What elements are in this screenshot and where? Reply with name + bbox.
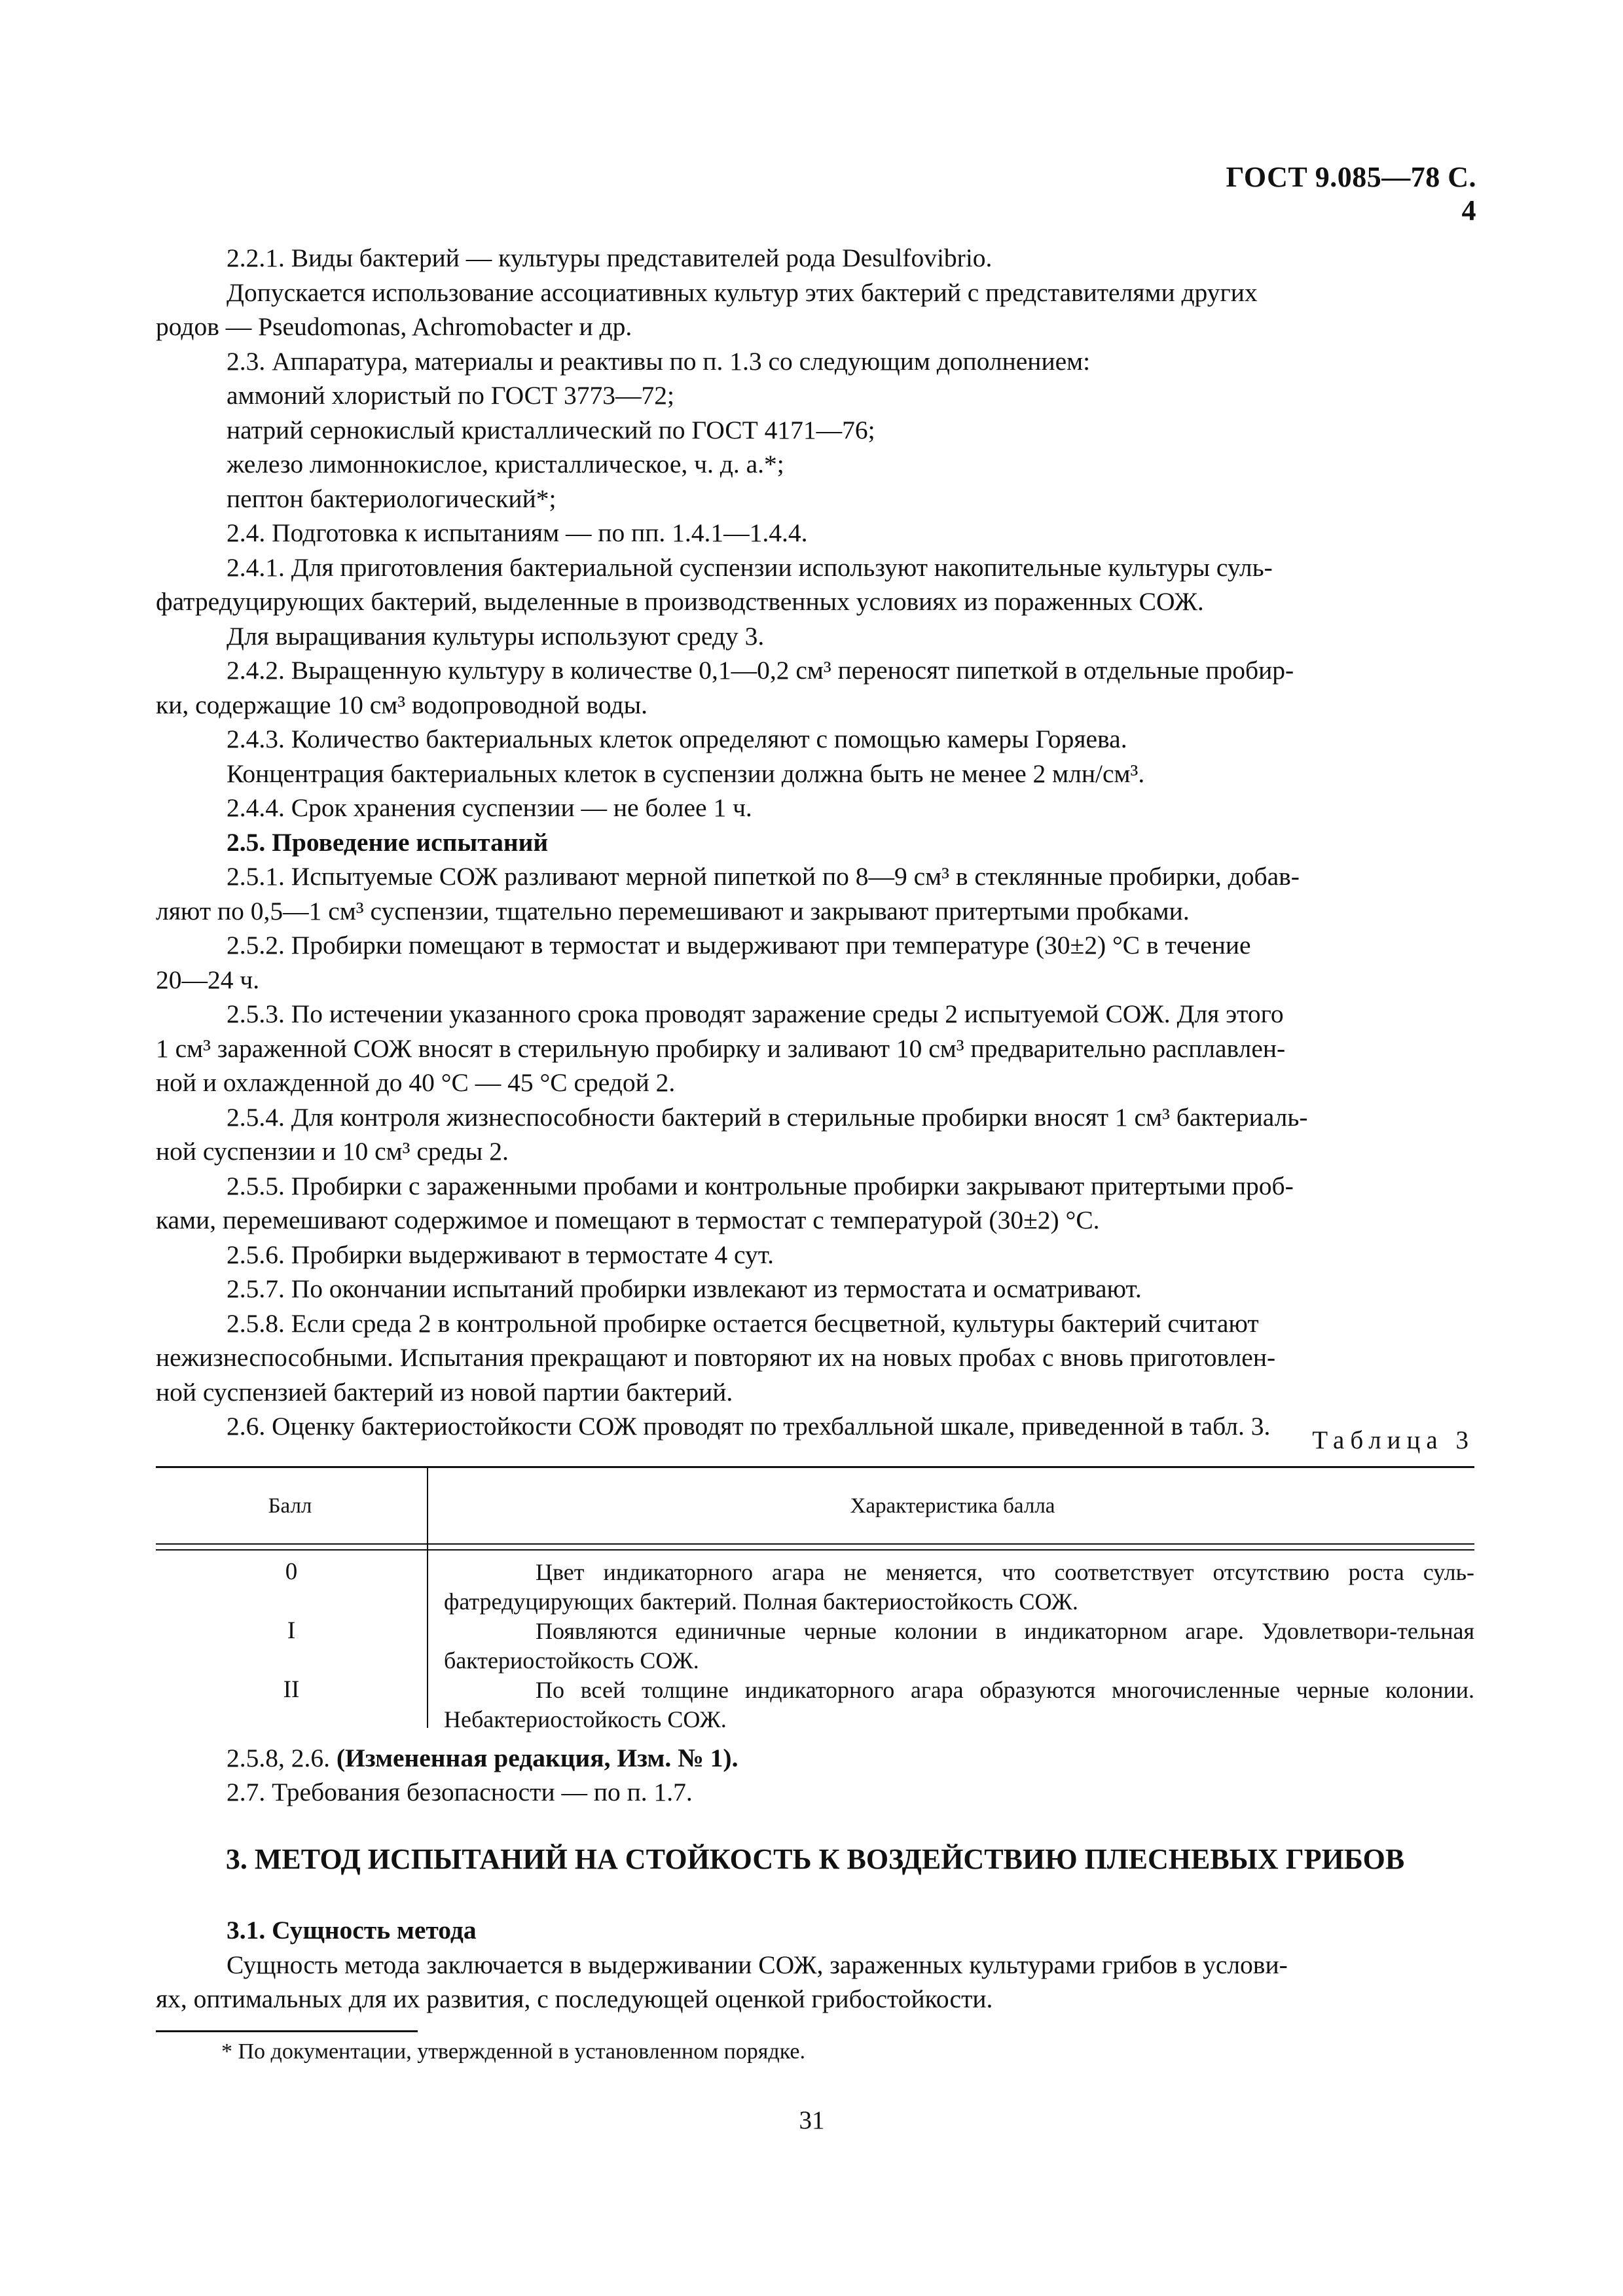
paragraph: 2.5.6. Пробирки выдерживают в термостате 4 сут. bbox=[227, 1240, 774, 1269]
amendment-bold: (Измененная редакция, Изм. № 1). bbox=[336, 1744, 739, 1772]
paragraph: ной суспензии и 10 см³ среды 2. bbox=[156, 1137, 509, 1166]
footnote-rule bbox=[156, 2030, 418, 2032]
paragraph: ной суспензией бактерий из новой партии бактерий. bbox=[156, 1377, 733, 1407]
paragraph: 2.7. Требования безопасности — по п. 1.7. bbox=[227, 1778, 693, 1806]
paragraph: 2.4.2. Выращенную культуру в количестве 0,1—0,2 см³ переносят пипеткой в отдельные пробир- bbox=[227, 656, 1294, 685]
score-value: II bbox=[283, 1676, 300, 1703]
body-text bbox=[156, 241, 1473, 1444]
paragraph: Для выращивания культуры используют среду 3. bbox=[227, 621, 765, 651]
section-title: 3. МЕТОД ИСПЫТАНИЙ НА СТОЙКОСТЬ К ВОЗДЕЙСТВИЮ ПЛЕСНЕВЫХ ГРИБОВ bbox=[225, 1843, 1405, 1875]
score-description: Цвет индикаторного агара не меняется, что соответствует отсутствию роста суль-фатредуцирующих бактерий. Полная бактериостойкость СОЖ. bbox=[444, 1559, 1474, 1615]
score-description: По всей толщине индикаторного агара образуются многочисленные черные колонии. Небактериостойкость СОЖ. bbox=[444, 1677, 1474, 1732]
paragraph: 2.4.1. Для приготовления бактериальной суспензии используют накопительные культуры суль- bbox=[227, 552, 1273, 582]
paragraph: 2.4.3. Количество бактериальных клеток определяют с помощью камеры Горяева. bbox=[227, 725, 1127, 753]
amendment-note bbox=[221, 1741, 1473, 1775]
subsection-heading: 2.5. Проведение испытаний bbox=[227, 827, 549, 857]
page-number: 31 bbox=[799, 2106, 825, 2134]
paragraph: аммоний хлористый по ГОСТ 3773—72; bbox=[227, 381, 674, 410]
paragraph: Допускается использование ассоциативных культур этих бактерий с представителями других bbox=[227, 278, 1258, 307]
paragraph: 2.2.1. Виды бактерий — культуры представителей рода Desulfovibrio. bbox=[227, 243, 993, 272]
paragraph: 2.5.2. Пробирки помещают в термостат и выдерживают при температуре (30±2) °С в течение bbox=[227, 931, 1251, 960]
score-value: 0 bbox=[285, 1558, 298, 1585]
table-header-rule bbox=[156, 1543, 1474, 1545]
paragraph: ях, оптимальных для их развития, с последующей оценкой грибостойкости. bbox=[156, 1984, 993, 2013]
score-description: Появляются единичные черные колонии в индикаторном агаре. Удовлетвори-тельная бактериостойкость СОЖ. bbox=[444, 1618, 1474, 1674]
table-header-row bbox=[156, 1468, 1474, 1544]
paragraph: 2.5.5. Пробирки с зараженными пробами и контрольные пробирки закрывают притертыми проб- bbox=[227, 1171, 1294, 1200]
paragraph: 2.5.1. Испытуемые СОЖ разливают мерной пипеткой по 8—9 см³ в стеклянные пробирки, добав- bbox=[227, 862, 1300, 891]
paragraph: 2.4. Подготовка к испытаниям — по пп. 1.4.1—1.4.4. bbox=[227, 518, 808, 547]
paragraph: 2.5.7. По окончании испытаний пробирки извлекают из термостата и осматривают. bbox=[227, 1274, 1142, 1303]
section-body bbox=[156, 1913, 1473, 2017]
subsection-heading: 3.1. Сущность метода bbox=[227, 1916, 477, 1945]
paragraph: Концентрация бактериальных клеток в суспензии должна быть не менее 2 млн/см³. bbox=[227, 759, 1145, 788]
paragraph: 2.5.8. Если среда 2 в контрольной пробирке остается бесцветной, культуры бактерий считают bbox=[227, 1308, 1259, 1338]
paragraph: 2.4.4. Срок хранения суспензии — не более 1 ч. bbox=[227, 793, 752, 822]
paragraph: 2.3. Аппаратура, материалы и реактивы по п. 1.3 со следующим дополнением: bbox=[227, 346, 1091, 376]
score-value: I bbox=[287, 1617, 296, 1644]
paragraph: 2.5.3. По истечении указанного срока проводят заражение среды 2 испытуемой СОЖ. Для этого bbox=[227, 999, 1284, 1028]
paragraph: нежизнеспособными. Испытания прекращают и повторяют их на новых пробах с вновь приготовлен- bbox=[156, 1343, 1276, 1372]
footnote: * По документации, утвержденной в установленном порядке. bbox=[221, 2039, 805, 2064]
amendment-block bbox=[221, 1741, 1473, 1809]
paragraph: 20—24 ч. bbox=[156, 965, 260, 994]
amendment-prefix: 2.5.8, 2.6. bbox=[227, 1744, 337, 1772]
paragraph: ками, перемешивают содержимое и помещают в термостат с температурой (30±2) °С. bbox=[156, 1206, 1100, 1234]
paragraph: Сущность метода заключается в выдерживании СОЖ, зараженных культурами грибов в услови- bbox=[227, 1950, 1288, 1979]
paragraph: ной и охлажденной до 40 °С — 45 °С средой 2. bbox=[156, 1068, 676, 1097]
page-header: ГОСТ 9.085—78 С. 4 bbox=[1226, 161, 1476, 226]
paragraph: 2.6. Оценку бактериостойкости СОЖ проводят по трехбалльной шкале, приведенной в табл. 3. bbox=[227, 1412, 1271, 1441]
paragraph: железо лимоннокислое, кристаллическое, ч. д. а.*; bbox=[227, 450, 784, 478]
column-header-score: Балл bbox=[268, 1494, 312, 1518]
table-column-divider bbox=[427, 1468, 428, 1728]
paragraph: фатредуцирующих бактерий, выделенные в производственных условиях из пораженных СОЖ. bbox=[156, 587, 1204, 616]
paragraph: ки, содержащие 10 см³ водопроводной воды. bbox=[156, 690, 647, 719]
paragraph: родов — Pseudomonas, Achromobacter и др. bbox=[156, 312, 632, 341]
column-header-description: Характеристика балла bbox=[850, 1494, 1055, 1518]
paragraph: 1 см³ зараженной СОЖ вносят в стерильную пробирку и заливают 10 см³ предварительно расплавлен- bbox=[156, 1033, 1286, 1063]
table-header-rule bbox=[156, 1549, 1474, 1551]
paragraph: натрий сернокислый кристаллический по ГОСТ 4171—76; bbox=[227, 415, 875, 444]
paragraph: пептон бактериологический*; bbox=[227, 484, 556, 513]
paragraph: ляют по 0,5—1 см³ суспензии, тщательно перемешивают и закрывают притертыми пробками. bbox=[156, 896, 1190, 925]
paragraph: 2.5.4. Для контроля жизнеспособности бактерий в стерильные пробирки вносят 1 см³ бактериаль- bbox=[227, 1102, 1308, 1132]
table-caption: Таблица 3 bbox=[1312, 1426, 1474, 1454]
